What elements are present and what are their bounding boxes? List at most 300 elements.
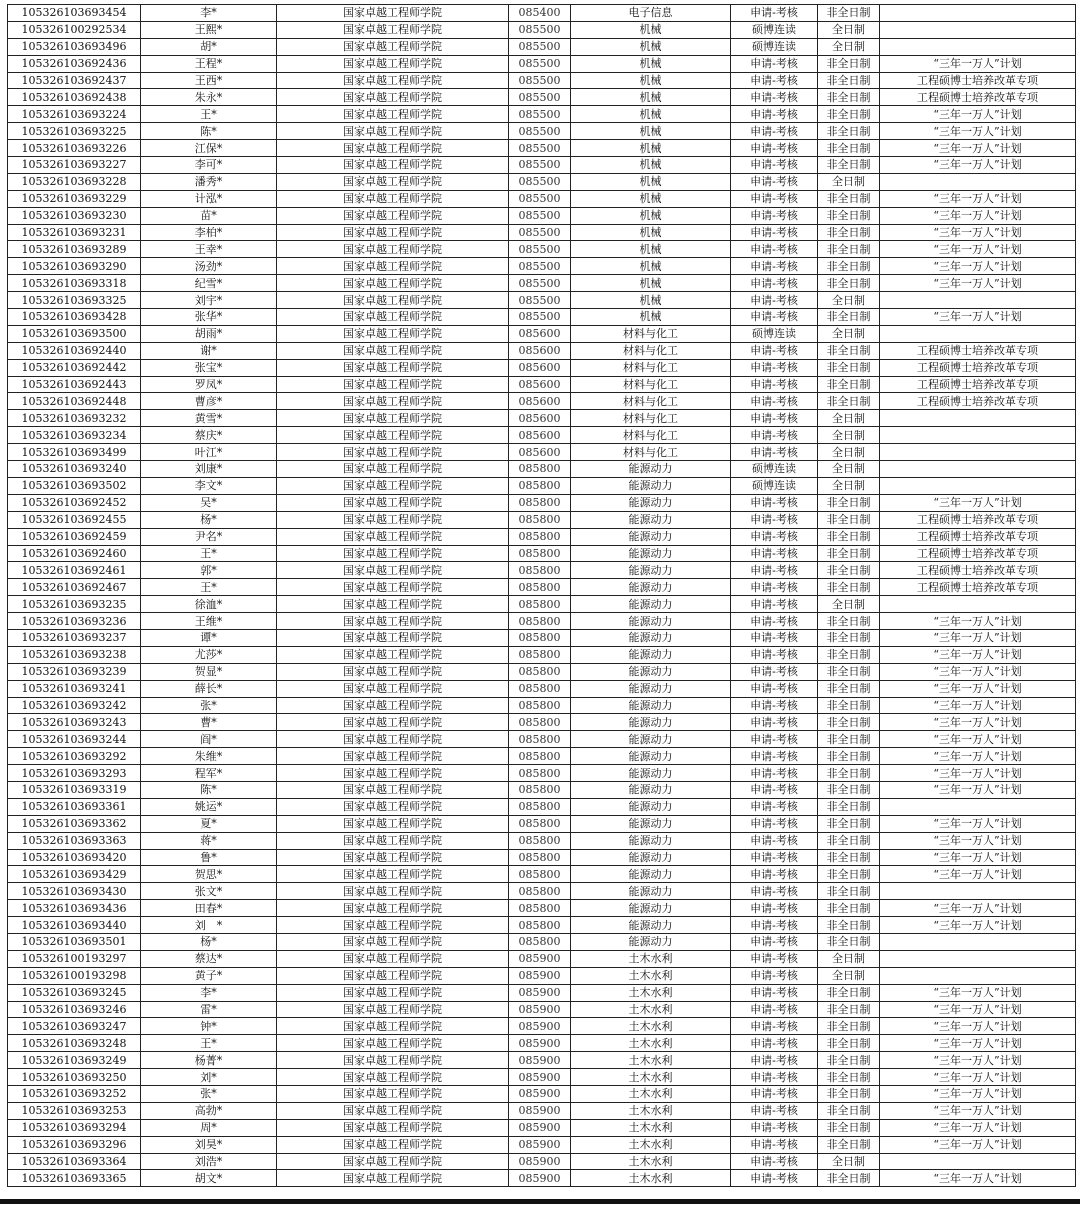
name-cell: 刘康* (141, 461, 277, 478)
program-note-cell: 工程硕博士培养改革专项 (880, 72, 1076, 89)
college-cell: 国家卓越工程师学院 (277, 5, 509, 22)
program-note-cell (880, 325, 1076, 342)
program-note-cell: “三年一万人”计划 (880, 613, 1076, 630)
major-code-cell: 085900 (509, 1086, 571, 1103)
college-cell: 国家卓越工程师学院 (277, 157, 509, 174)
major-code-cell: 085500 (509, 38, 571, 55)
study-mode-cell: 非全日制 (818, 697, 880, 714)
major-name-cell: 机械 (571, 292, 731, 309)
major-name-cell: 能源动力 (571, 511, 731, 528)
program-note-cell (880, 950, 1076, 967)
study-mode-cell: 非全日制 (818, 1069, 880, 1086)
table-row (8, 444, 1076, 461)
study-mode-cell: 全日制 (818, 1153, 880, 1170)
candidate-id-cell: 105326103693226 (8, 140, 141, 157)
major-name-cell: 能源动力 (571, 714, 731, 731)
name-cell: 王* (141, 106, 277, 123)
name-cell: 王幸* (141, 241, 277, 258)
study-mode-cell: 非全日制 (818, 883, 880, 900)
college-cell: 国家卓越工程师学院 (277, 731, 509, 748)
college-cell: 国家卓越工程师学院 (277, 190, 509, 207)
table-row (8, 275, 1076, 292)
study-mode-cell: 非全日制 (818, 798, 880, 815)
college-cell: 国家卓越工程师学院 (277, 224, 509, 241)
study-mode-cell: 全日制 (818, 967, 880, 984)
program-note-cell: “三年一万人”计划 (880, 629, 1076, 646)
name-cell: 贺思* (141, 866, 277, 883)
admission-method-cell: 申请-考核 (731, 1119, 818, 1136)
program-note-cell: “三年一万人”计划 (880, 1001, 1076, 1018)
major-name-cell: 能源动力 (571, 748, 731, 765)
major-name-cell: 机械 (571, 55, 731, 72)
major-name-cell: 机械 (571, 123, 731, 140)
major-name-cell: 机械 (571, 258, 731, 275)
candidate-id-cell: 105326103693246 (8, 1001, 141, 1018)
program-note-cell (880, 38, 1076, 55)
table-row (8, 461, 1076, 478)
college-cell: 国家卓越工程师学院 (277, 309, 509, 326)
study-mode-cell: 全日制 (818, 427, 880, 444)
admission-method-cell: 申请-考核 (731, 224, 818, 241)
major-name-cell: 土木水利 (571, 967, 731, 984)
admission-table (7, 4, 1076, 1187)
name-cell: 谭* (141, 629, 277, 646)
study-mode-cell: 非全日制 (818, 528, 880, 545)
program-note-cell: “三年一万人”计划 (880, 157, 1076, 174)
name-cell: 刘浩* (141, 1153, 277, 1170)
name-cell: 苗* (141, 207, 277, 224)
candidate-id-cell: 105326103693240 (8, 461, 141, 478)
admission-method-cell: 申请-考核 (731, 883, 818, 900)
major-code-cell: 085800 (509, 680, 571, 697)
candidate-id-cell: 105326103693225 (8, 123, 141, 140)
program-note-cell: “三年一万人”计划 (880, 123, 1076, 140)
table-row (8, 849, 1076, 866)
college-cell: 国家卓越工程师学院 (277, 663, 509, 680)
major-code-cell: 085500 (509, 258, 571, 275)
name-cell: 胡雨* (141, 325, 277, 342)
name-cell: 罗凤* (141, 376, 277, 393)
table-row (8, 629, 1076, 646)
major-code-cell: 085900 (509, 1035, 571, 1052)
candidate-id-cell: 105326103693454 (8, 5, 141, 22)
college-cell: 国家卓越工程师学院 (277, 494, 509, 511)
major-name-cell: 材料与化工 (571, 376, 731, 393)
candidate-id-cell: 105326103693499 (8, 444, 141, 461)
name-cell: 王程* (141, 55, 277, 72)
major-name-cell: 土木水利 (571, 1001, 731, 1018)
study-mode-cell: 非全日制 (818, 866, 880, 883)
table-row (8, 477, 1076, 494)
college-cell: 国家卓越工程师学院 (277, 325, 509, 342)
major-code-cell: 085800 (509, 883, 571, 900)
program-note-cell (880, 5, 1076, 22)
study-mode-cell: 非全日制 (818, 1119, 880, 1136)
major-code-cell: 085900 (509, 967, 571, 984)
table-row (8, 663, 1076, 680)
college-cell: 国家卓越工程师学院 (277, 292, 509, 309)
candidate-id-cell: 105326103693365 (8, 1170, 141, 1187)
major-code-cell: 085600 (509, 410, 571, 427)
major-name-cell: 能源动力 (571, 646, 731, 663)
program-note-cell: “三年一万人”计划 (880, 900, 1076, 917)
college-cell: 国家卓越工程师学院 (277, 528, 509, 545)
major-code-cell: 085800 (509, 629, 571, 646)
program-note-cell: “三年一万人”计划 (880, 714, 1076, 731)
admission-method-cell: 申请-考核 (731, 832, 818, 849)
admission-method-cell: 申请-考核 (731, 5, 818, 22)
candidate-id-cell: 105326103693293 (8, 765, 141, 782)
major-code-cell: 085800 (509, 900, 571, 917)
major-name-cell: 能源动力 (571, 900, 731, 917)
candidate-id-cell: 105326103692459 (8, 528, 141, 545)
table-row (8, 950, 1076, 967)
program-note-cell: 工程硕博士培养改革专项 (880, 359, 1076, 376)
name-cell: 姚运* (141, 798, 277, 815)
major-code-cell: 085800 (509, 849, 571, 866)
major-name-cell: 土木水利 (571, 950, 731, 967)
study-mode-cell: 非全日制 (818, 1052, 880, 1069)
study-mode-cell: 非全日制 (818, 140, 880, 157)
name-cell: 钟* (141, 1018, 277, 1035)
program-note-cell (880, 427, 1076, 444)
major-name-cell: 能源动力 (571, 477, 731, 494)
program-note-cell: “三年一万人”计划 (880, 646, 1076, 663)
program-note-cell (880, 596, 1076, 613)
major-code-cell: 085800 (509, 798, 571, 815)
study-mode-cell: 非全日制 (818, 1035, 880, 1052)
table-row (8, 832, 1076, 849)
study-mode-cell: 非全日制 (818, 241, 880, 258)
college-cell: 国家卓越工程师学院 (277, 241, 509, 258)
study-mode-cell: 非全日制 (818, 275, 880, 292)
candidate-id-cell: 105326103693290 (8, 258, 141, 275)
name-cell: 刘 * (141, 917, 277, 934)
program-note-cell (880, 444, 1076, 461)
name-cell: 程军* (141, 765, 277, 782)
name-cell: 李可* (141, 157, 277, 174)
study-mode-cell: 非全日制 (818, 832, 880, 849)
name-cell: 朱永* (141, 89, 277, 106)
admission-method-cell: 硕博连读 (731, 21, 818, 38)
name-cell: 王西* (141, 72, 277, 89)
study-mode-cell: 全日制 (818, 173, 880, 190)
college-cell: 国家卓越工程师学院 (277, 207, 509, 224)
study-mode-cell: 非全日制 (818, 359, 880, 376)
admission-method-cell: 申请-考核 (731, 444, 818, 461)
major-name-cell: 能源动力 (571, 596, 731, 613)
major-name-cell: 材料与化工 (571, 393, 731, 410)
candidate-id-cell: 105326103693318 (8, 275, 141, 292)
candidate-id-cell: 105326103693496 (8, 38, 141, 55)
college-cell: 国家卓越工程师学院 (277, 781, 509, 798)
major-name-cell: 机械 (571, 21, 731, 38)
major-name-cell: 能源动力 (571, 613, 731, 630)
program-note-cell: 工程硕博士培养改革专项 (880, 393, 1076, 410)
admission-method-cell: 申请-考核 (731, 596, 818, 613)
college-cell: 国家卓越工程师学院 (277, 900, 509, 917)
candidate-id-cell: 105326103693229 (8, 190, 141, 207)
college-cell: 国家卓越工程师学院 (277, 545, 509, 562)
major-name-cell: 机械 (571, 207, 731, 224)
name-cell: 夏* (141, 815, 277, 832)
major-name-cell: 能源动力 (571, 562, 731, 579)
table-row (8, 917, 1076, 934)
major-name-cell: 能源动力 (571, 528, 731, 545)
candidate-id-cell: 105326103692455 (8, 511, 141, 528)
candidate-id-cell: 105326103693502 (8, 477, 141, 494)
major-name-cell: 机械 (571, 241, 731, 258)
study-mode-cell: 非全日制 (818, 663, 880, 680)
admission-list-sheet (7, 4, 1075, 1187)
college-cell: 国家卓越工程师学院 (277, 477, 509, 494)
college-cell: 国家卓越工程师学院 (277, 140, 509, 157)
table-row (8, 1170, 1076, 1187)
table-row (8, 157, 1076, 174)
college-cell: 国家卓越工程师学院 (277, 55, 509, 72)
program-note-cell: “三年一万人”计划 (880, 494, 1076, 511)
name-cell: 王* (141, 545, 277, 562)
program-note-cell (880, 1153, 1076, 1170)
admission-method-cell: 申请-考核 (731, 1001, 818, 1018)
name-cell: 贺显* (141, 663, 277, 680)
major-code-cell: 085900 (509, 1052, 571, 1069)
name-cell: 潘秀* (141, 173, 277, 190)
table-row (8, 984, 1076, 1001)
major-name-cell: 机械 (571, 275, 731, 292)
program-note-cell: 工程硕博士培养改革专项 (880, 342, 1076, 359)
name-cell: 杨* (141, 511, 277, 528)
college-cell: 国家卓越工程师学院 (277, 562, 509, 579)
admission-method-cell: 申请-考核 (731, 157, 818, 174)
admission-method-cell: 申请-考核 (731, 765, 818, 782)
major-code-cell: 085900 (509, 1170, 571, 1187)
major-code-cell: 085900 (509, 1136, 571, 1153)
table-row (8, 224, 1076, 241)
major-name-cell: 能源动力 (571, 798, 731, 815)
major-code-cell: 085900 (509, 1102, 571, 1119)
college-cell: 国家卓越工程师学院 (277, 967, 509, 984)
candidate-id-cell: 105326103692443 (8, 376, 141, 393)
program-note-cell (880, 292, 1076, 309)
major-code-cell: 085500 (509, 207, 571, 224)
study-mode-cell: 非全日制 (818, 579, 880, 596)
college-cell: 国家卓越工程师学院 (277, 1136, 509, 1153)
college-cell: 国家卓越工程师学院 (277, 1119, 509, 1136)
candidate-id-cell: 105326103693501 (8, 933, 141, 950)
major-code-cell: 085500 (509, 309, 571, 326)
major-name-cell: 能源动力 (571, 579, 731, 596)
study-mode-cell: 非全日制 (818, 984, 880, 1001)
major-name-cell: 机械 (571, 106, 731, 123)
college-cell: 国家卓越工程师学院 (277, 866, 509, 883)
table-row (8, 680, 1076, 697)
admission-method-cell: 硕博连读 (731, 325, 818, 342)
major-code-cell: 085600 (509, 359, 571, 376)
candidate-id-cell: 105326103693289 (8, 241, 141, 258)
table-row (8, 241, 1076, 258)
name-cell: 王维* (141, 613, 277, 630)
table-row (8, 697, 1076, 714)
major-name-cell: 能源动力 (571, 663, 731, 680)
major-name-cell: 机械 (571, 173, 731, 190)
study-mode-cell: 全日制 (818, 444, 880, 461)
program-note-cell (880, 967, 1076, 984)
program-note-cell: “三年一万人”计划 (880, 55, 1076, 72)
program-note-cell: 工程硕博士培养改革专项 (880, 545, 1076, 562)
major-code-cell: 085800 (509, 714, 571, 731)
program-note-cell: “三年一万人”计划 (880, 765, 1076, 782)
study-mode-cell: 非全日制 (818, 89, 880, 106)
name-cell: 薛长* (141, 680, 277, 697)
candidate-id-cell: 105326103693420 (8, 849, 141, 866)
candidate-id-cell: 105326103692460 (8, 545, 141, 562)
major-code-cell: 085800 (509, 646, 571, 663)
study-mode-cell: 全日制 (818, 292, 880, 309)
major-name-cell: 能源动力 (571, 731, 731, 748)
major-code-cell: 085800 (509, 663, 571, 680)
admission-method-cell: 申请-考核 (731, 1102, 818, 1119)
table-row (8, 140, 1076, 157)
name-cell: 高勃* (141, 1102, 277, 1119)
major-name-cell: 能源动力 (571, 680, 731, 697)
major-code-cell: 085800 (509, 511, 571, 528)
college-cell: 国家卓越工程师学院 (277, 1018, 509, 1035)
major-code-cell: 085800 (509, 781, 571, 798)
major-code-cell: 085500 (509, 173, 571, 190)
major-code-cell: 085500 (509, 224, 571, 241)
candidate-id-cell: 105326103692442 (8, 359, 141, 376)
study-mode-cell: 非全日制 (818, 714, 880, 731)
college-cell: 国家卓越工程师学院 (277, 1153, 509, 1170)
major-name-cell: 能源动力 (571, 815, 731, 832)
table-row (8, 190, 1076, 207)
major-name-cell: 土木水利 (571, 1119, 731, 1136)
admission-method-cell: 申请-考核 (731, 309, 818, 326)
candidate-id-cell: 105326103693436 (8, 900, 141, 917)
program-note-cell: “三年一万人”计划 (880, 1035, 1076, 1052)
college-cell: 国家卓越工程师学院 (277, 748, 509, 765)
name-cell: 江保* (141, 140, 277, 157)
candidate-id-cell: 105326103693227 (8, 157, 141, 174)
study-mode-cell: 非全日制 (818, 1170, 880, 1187)
name-cell: 陈* (141, 123, 277, 140)
candidate-id-cell: 105326103693252 (8, 1086, 141, 1103)
major-code-cell: 085600 (509, 427, 571, 444)
candidate-id-cell: 105326103693250 (8, 1069, 141, 1086)
major-code-cell: 085800 (509, 461, 571, 478)
admission-method-cell: 申请-考核 (731, 815, 818, 832)
admission-method-cell: 硕博连读 (731, 477, 818, 494)
college-cell: 国家卓越工程师学院 (277, 1035, 509, 1052)
college-cell: 国家卓越工程师学院 (277, 680, 509, 697)
college-cell: 国家卓越工程师学院 (277, 1102, 509, 1119)
major-name-cell: 能源动力 (571, 697, 731, 714)
table-row (8, 781, 1076, 798)
major-name-cell: 材料与化工 (571, 444, 731, 461)
table-row (8, 967, 1076, 984)
candidate-id-cell: 105326100292534 (8, 21, 141, 38)
study-mode-cell: 非全日制 (818, 190, 880, 207)
admission-method-cell: 申请-考核 (731, 545, 818, 562)
name-cell: 张宝* (141, 359, 277, 376)
study-mode-cell: 全日制 (818, 461, 880, 478)
admission-method-cell: 申请-考核 (731, 697, 818, 714)
major-name-cell: 能源动力 (571, 917, 731, 934)
college-cell: 国家卓越工程师学院 (277, 815, 509, 832)
college-cell: 国家卓越工程师学院 (277, 376, 509, 393)
major-name-cell: 能源动力 (571, 849, 731, 866)
major-name-cell: 能源动力 (571, 629, 731, 646)
major-code-cell: 085900 (509, 950, 571, 967)
table-row (8, 309, 1076, 326)
program-note-cell (880, 461, 1076, 478)
admission-method-cell: 申请-考核 (731, 781, 818, 798)
major-code-cell: 085800 (509, 815, 571, 832)
college-cell: 国家卓越工程师学院 (277, 427, 509, 444)
college-cell: 国家卓越工程师学院 (277, 21, 509, 38)
study-mode-cell: 全日制 (818, 477, 880, 494)
admission-method-cell: 申请-考核 (731, 207, 818, 224)
name-cell: 黄雪* (141, 410, 277, 427)
college-cell: 国家卓越工程师学院 (277, 933, 509, 950)
major-code-cell: 085800 (509, 933, 571, 950)
admission-method-cell: 申请-考核 (731, 1086, 818, 1103)
table-row (8, 866, 1076, 883)
candidate-id-cell: 105326103693231 (8, 224, 141, 241)
major-code-cell: 085500 (509, 241, 571, 258)
table-row (8, 5, 1076, 22)
major-name-cell: 土木水利 (571, 1153, 731, 1170)
candidate-id-cell: 105326103693245 (8, 984, 141, 1001)
major-code-cell: 085600 (509, 393, 571, 410)
program-note-cell: “三年一万人”计划 (880, 1086, 1076, 1103)
candidate-id-cell: 105326103693363 (8, 832, 141, 849)
major-name-cell: 土木水利 (571, 1069, 731, 1086)
table-row (8, 21, 1076, 38)
admission-method-cell: 申请-考核 (731, 646, 818, 663)
study-mode-cell: 非全日制 (818, 393, 880, 410)
major-name-cell: 土木水利 (571, 1018, 731, 1035)
major-name-cell: 材料与化工 (571, 359, 731, 376)
table-row (8, 765, 1076, 782)
program-note-cell: “三年一万人”计划 (880, 663, 1076, 680)
college-cell: 国家卓越工程师学院 (277, 646, 509, 663)
table-row (8, 173, 1076, 190)
college-cell: 国家卓越工程师学院 (277, 1170, 509, 1187)
major-name-cell: 机械 (571, 190, 731, 207)
admission-method-cell: 申请-考核 (731, 866, 818, 883)
college-cell: 国家卓越工程师学院 (277, 714, 509, 731)
candidate-id-cell: 105326103693238 (8, 646, 141, 663)
study-mode-cell: 非全日制 (818, 207, 880, 224)
candidate-id-cell: 105326103692440 (8, 342, 141, 359)
study-mode-cell: 非全日制 (818, 258, 880, 275)
study-mode-cell: 非全日制 (818, 224, 880, 241)
admission-method-cell: 申请-考核 (731, 190, 818, 207)
table-row (8, 579, 1076, 596)
candidate-id-cell: 105326103692438 (8, 89, 141, 106)
major-name-cell: 机械 (571, 38, 731, 55)
major-name-cell: 机械 (571, 140, 731, 157)
candidate-id-cell: 105326103692437 (8, 72, 141, 89)
name-cell: 郭* (141, 562, 277, 579)
study-mode-cell: 全日制 (818, 410, 880, 427)
admission-method-cell: 申请-考核 (731, 748, 818, 765)
program-note-cell: “三年一万人”计划 (880, 106, 1076, 123)
admission-method-cell: 申请-考核 (731, 393, 818, 410)
admission-method-cell: 申请-考核 (731, 731, 818, 748)
